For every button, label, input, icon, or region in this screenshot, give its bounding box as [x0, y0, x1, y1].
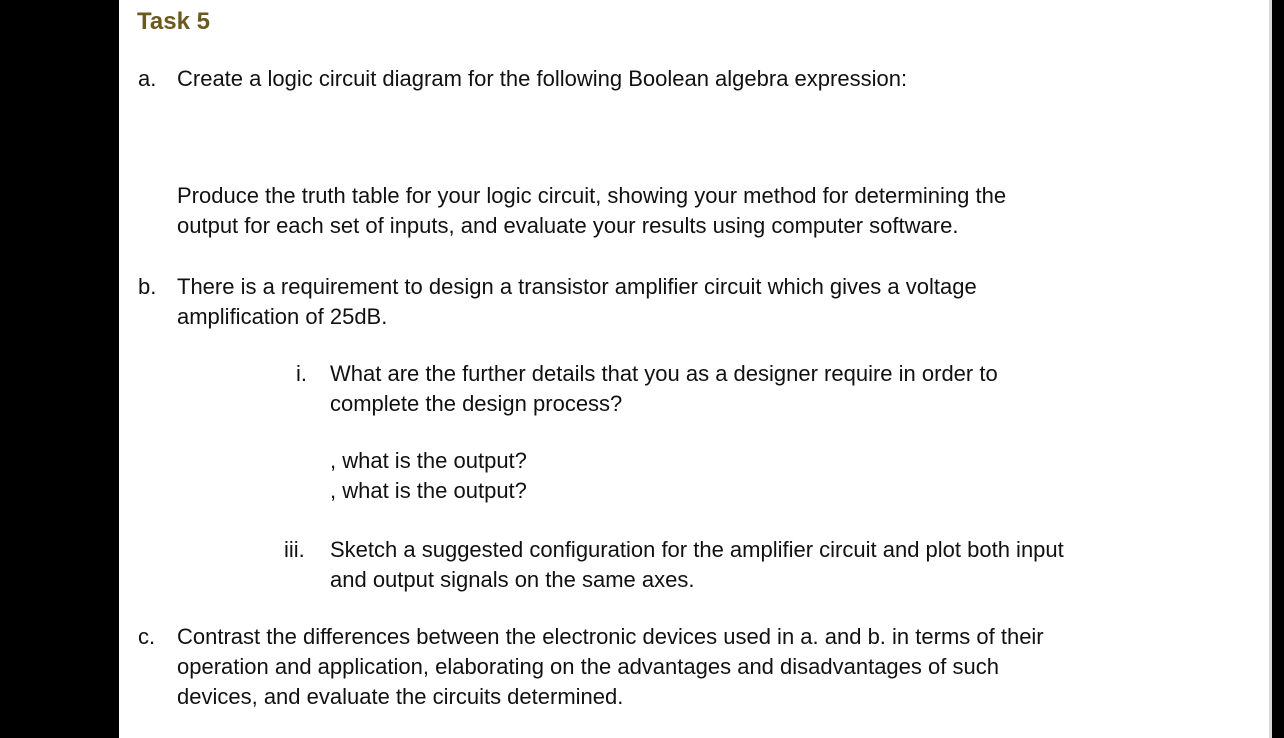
part-a-line-1: Create a logic circuit diagram for the following Boolean algebra expression:: [177, 66, 908, 91]
part-b-line-2: amplification of 25dB.: [177, 304, 388, 329]
part-b-line-1: There is a requirement to design a transistor amplifier circuit which gives a voltage: [177, 274, 977, 299]
part-b-iii-line-2: and output signals on the same axes.: [330, 567, 695, 592]
part-b-i-marker: i.: [296, 361, 307, 386]
document-page: [119, 0, 1269, 738]
part-c-line-2: operation and application, elaborating on the advantages and disadvantages of such: [177, 654, 999, 679]
part-b-ii-line-2: , what is the output?: [330, 478, 527, 503]
part-a-marker: a.: [138, 66, 157, 91]
part-c-line-1: Contrast the differences between the electronic devices used in a. and b. in terms of their: [177, 624, 1044, 649]
part-b-i-line-2: complete the design process?: [330, 391, 623, 416]
part-b-ii-line-1: , what is the output?: [330, 448, 527, 473]
part-a-line-3: output for each set of inputs, and evaluate your results using computer software.: [177, 213, 959, 238]
task-title: Task 5: [137, 8, 210, 35]
part-b-iii-line-1: Sketch a suggested configuration for the amplifier circuit and plot both input: [330, 537, 1064, 562]
part-c-marker: c.: [138, 624, 156, 649]
part-b-marker: b.: [138, 274, 157, 299]
part-c-line-3: devices, and evaluate the circuits determined.: [177, 684, 624, 709]
page-edge-strip: [1269, 0, 1272, 738]
part-a-line-2: Produce the truth table for your logic circuit, showing your method for determining the: [177, 183, 1007, 208]
part-b-i-line-1: What are the further details that you as a designer require in order to: [330, 361, 998, 386]
part-b-iii-marker: iii.: [284, 537, 305, 562]
